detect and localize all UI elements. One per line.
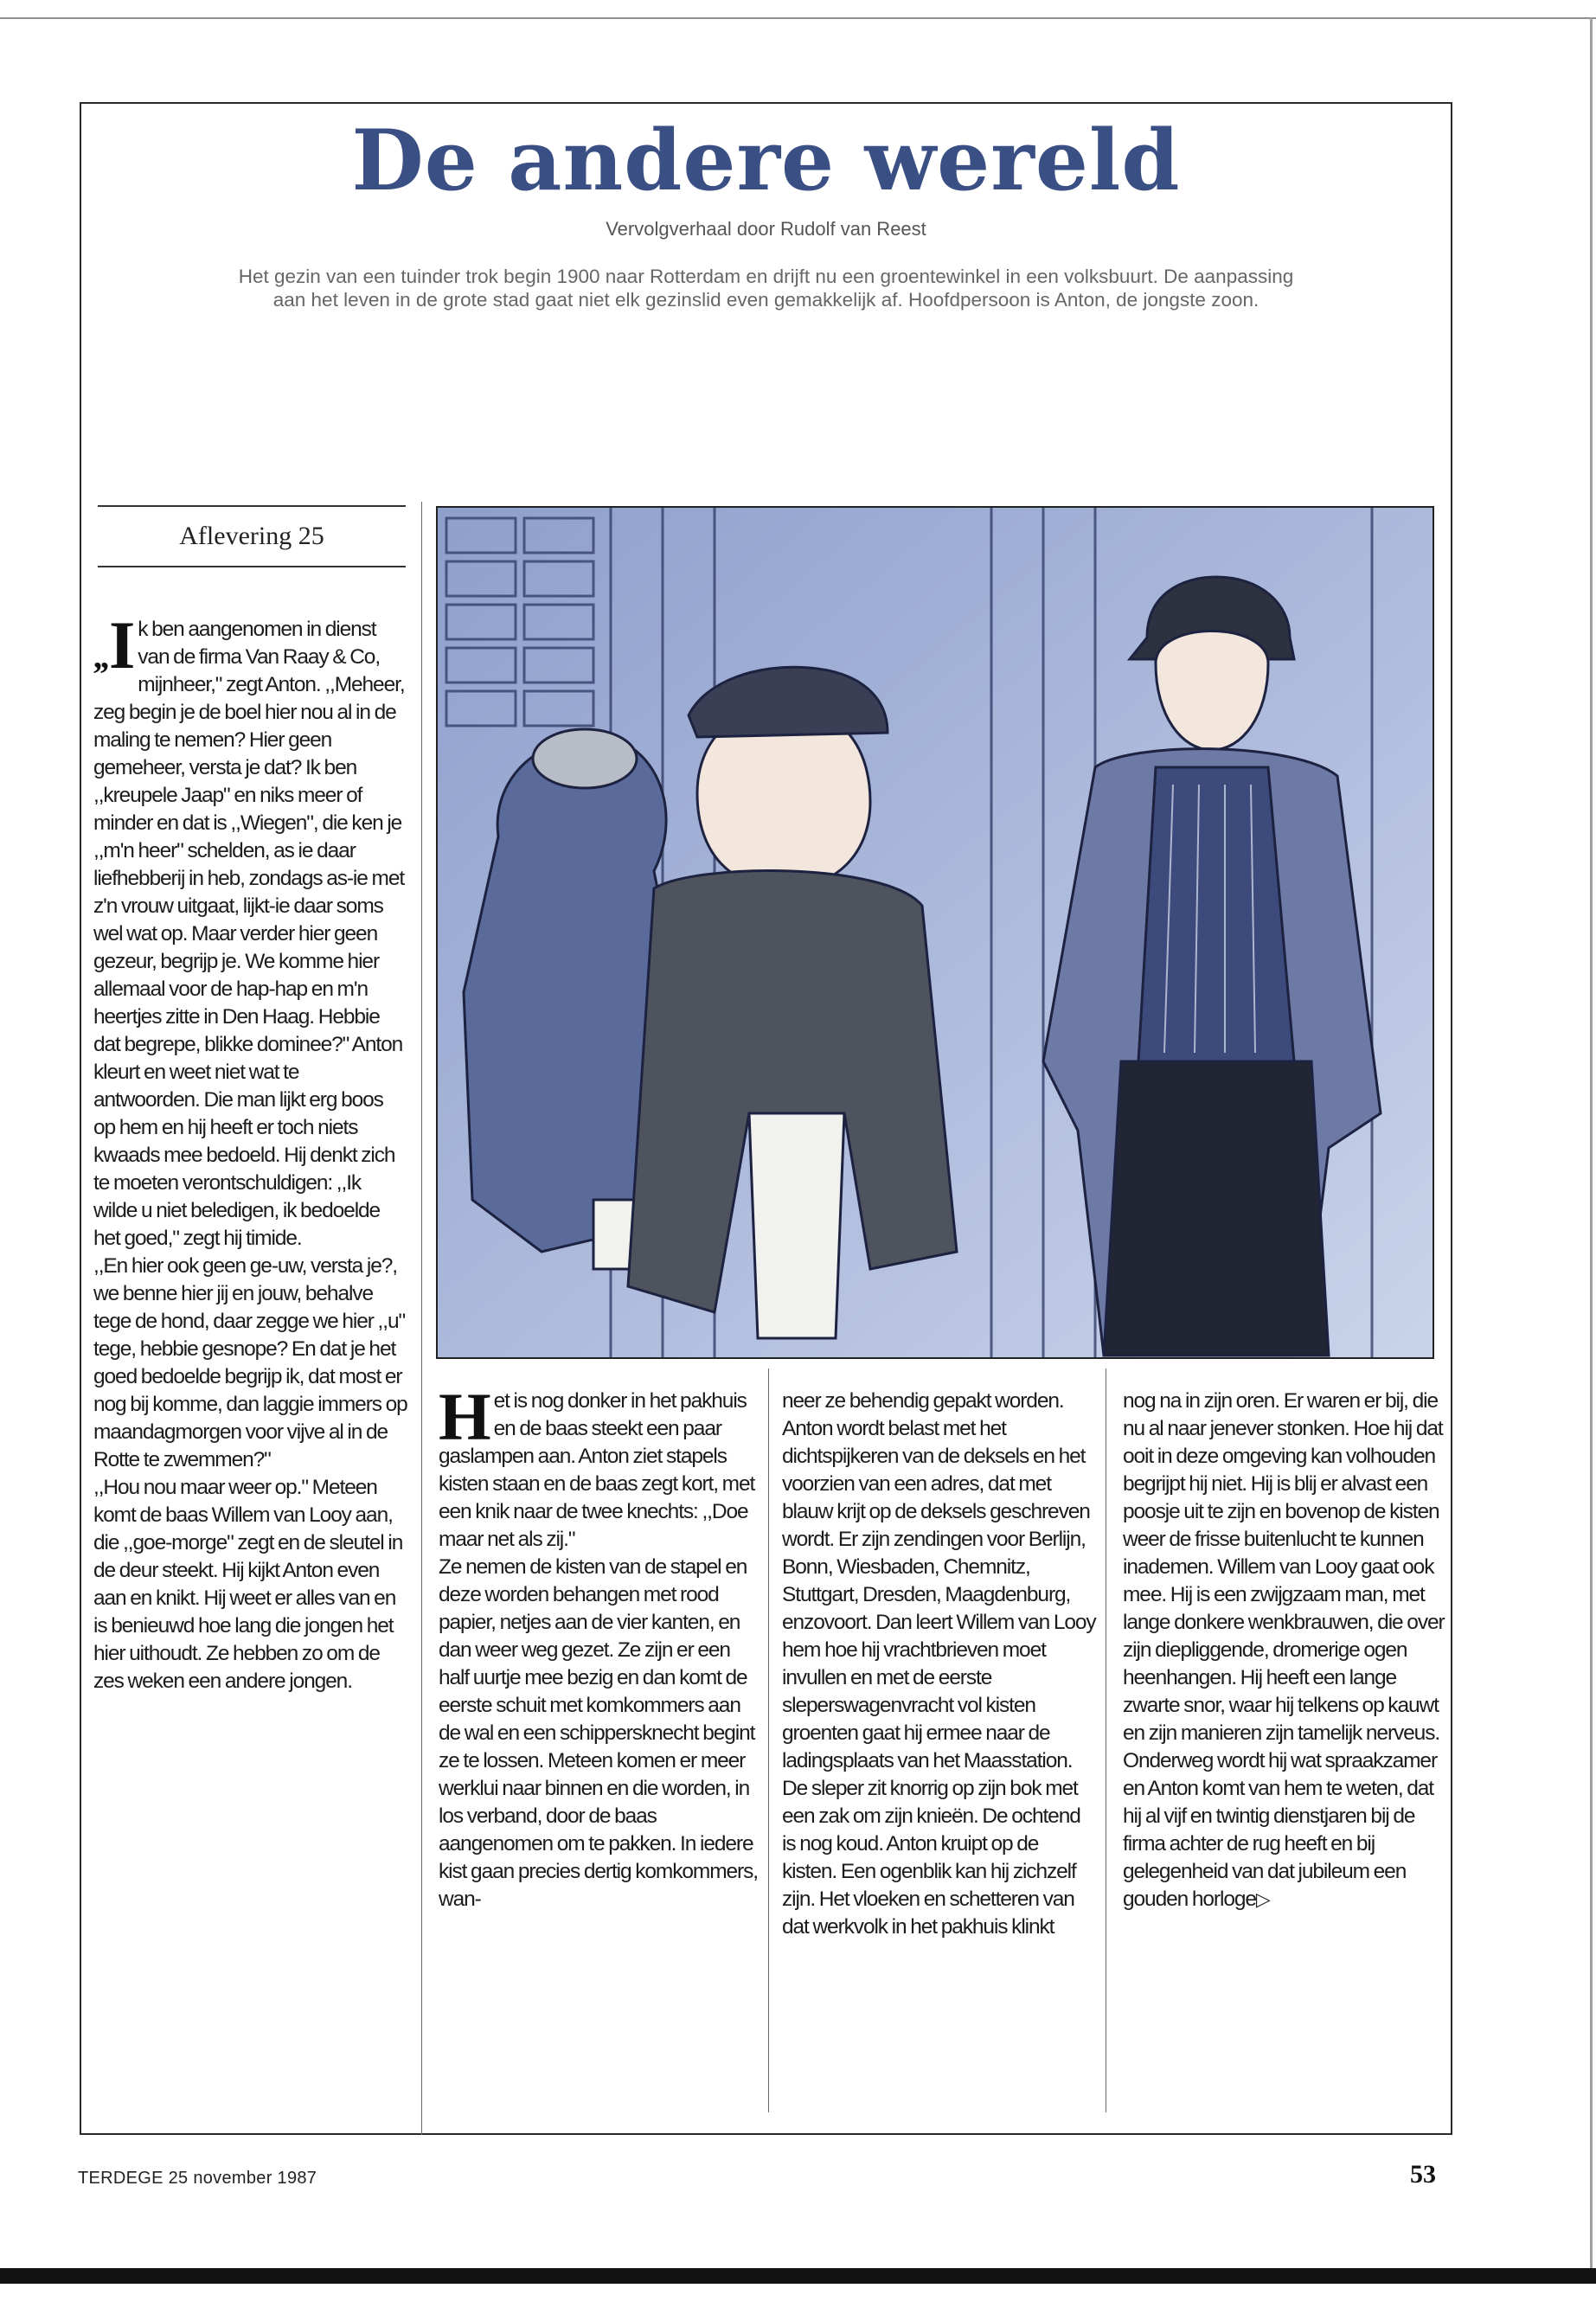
illustration-drawing bbox=[438, 508, 1433, 1357]
article-column-3 bbox=[782, 1388, 1097, 1941]
column-1-paragraph-3: ,,Hou nou maar weer op." Meteen komt de baas Willem van Looy aan, die ,,goe-morge" zegt en de sleutel in de deur steekt. Hij kijkt Anton even aan en knikt. Hij weet er alles van en is benieuwd hoe lang die jongen het hier uithoudt. Ze hebben zo om de zes weken een andere jongen. bbox=[93, 1476, 403, 1693]
column-2-paragraph-1 bbox=[439, 1379, 759, 1554]
dropcap-2: H bbox=[439, 1379, 490, 1454]
dropcap-1-quote: ,, bbox=[93, 637, 107, 676]
continue-triangle-icon: ▷ bbox=[1255, 1888, 1271, 1910]
story-illustration bbox=[436, 506, 1434, 1359]
column-3-paragraph-1: neer ze behendig gepakt worden. Anton wordt belast met het dichtspijkeren van de deksels en het voorzien van een adres, dat met blauw krijt op de deksels geschreven wordt. Er zijn zendingen voor Berlijn, Bonn, Wiesbaden, Chemnitz, Stuttgart, Dresden, Maagdenburg, enzovoort. Dan leert Willem van Looy hem hoe hij vrachtbrieven moet invullen en met de eerste sleperswagenvracht vol kisten groenten gaat hij ermee naar de ladingsplaats van het Maasstation. De sleper zit knorrig op zijn bok met een zak om zijn knieën. De ochtend is nog koud. Anton kruipt op de kisten. Een ogenblik kan hij zichzelf zijn. Het vloeken en schetteren van dat werkvolk in het pakhuis klinkt bbox=[782, 1389, 1096, 1939]
episode-label: Aflevering 25 bbox=[179, 522, 324, 550]
episode-rule-top bbox=[98, 505, 406, 507]
column-1-paragraph-1 bbox=[93, 607, 408, 1253]
article-column-2 bbox=[439, 1379, 759, 1913]
page-bottom-bar bbox=[0, 2268, 1596, 2284]
column-4-text-1: nog na in zijn oren. Er waren er bij, die nu al naar jenever stonken. Hoe hij dat ooit in deze omgeving kan volhouden begrijpt hij niet. Hij is blij er alvast een poosje uit te zijn en bovenop de kisten weer de frisse buitenlucht te kunnen inademen. Willem van Looy gaat ook mee. Hij is een zwijgzaam man, met lange donkere wenkbrauwen, die over zijn diepliggende, dromerige ogen heenhangen. Hij heeft een lange zwarte snor, waar hij telkens op kauwt en zijn manieren zijn tamelijk nerveus. Onderweg wordt hij wat spraakzamer en Anton komt van hem te weten, dat hij al vijf en twintig dienstjaren bij de firma achter de rug heeft en bij gelegenheid van dat jubileum een gouden horloge bbox=[1123, 1389, 1445, 1911]
column-1-text-1: k ben aangenomen in dienst van de firma Van Raay & Co, mijnheer," zegt Anton. ,,Meheer, zeg begin je de boel hier nou al in de maling te nemen? Hier geen gemeheer, versta je dat? Ik ben ,,kreupele Jaap" en niks meer of minder en dat is ,,Wiegen", die ken je ,,m'n heer" schelden, as ie daar liefhebberij in heb, zondags as-ie met z'n vrouw uitgaat, lijkt-ie daar soms wel wat op. Maar verder hier geen gezeur, begrijp je. We komme hier allemaal voor de hap-hap en m'n heertjes zitte in Den Haag. Hebbie dat begrepe, blikke dominee?" Anton kleurt en weet niet wat te antwoorden. Die man lijkt erg boos op hem en hij heeft er toch niets kwaads mee bedoeld. Hij denkt zich te moeten verontschuldigen: ,,Ik wilde u niet beledigen, ik bedoelde het goed," zegt hij timide. bbox=[93, 618, 405, 1250]
footer-publication: TERDEGE 25 november 1987 bbox=[78, 2169, 317, 2188]
dropcap-1-letter: I bbox=[109, 607, 135, 683]
column-4-paragraph-1 bbox=[1123, 1388, 1452, 1913]
page-top-rule bbox=[0, 17, 1596, 19]
column-1-paragraph-2: ,,En hier ook geen ge-uw, versta je?, we benne hier jij en jouw, behalve tege de hond, daar zegge we hier ,,u" tege, hebbie gesnope? En dat je het goed bedoelde begrijp ik, dat most er nog bij komme, dan laggie immers op maandagmorgen voor vijve al in de Rotte te zwemmen?" bbox=[93, 1254, 407, 1471]
page-number: 53 bbox=[1410, 2160, 1436, 2189]
article-byline: Vervolgverhaal door Rudolf van Reest bbox=[606, 218, 926, 240]
column-2-text-1: et is nog donker in het pakhuis en de baas steekt een paar gaslampen aan. Anton ziet stapels kisten staan en de baas zegt kort, met een knik naar de twee knechts: ,,Doe maar net als zij." bbox=[439, 1389, 755, 1551]
column-2-paragraph-2: Ze nemen de kisten van de stapel en deze worden behangen met rood papier, netjes aan de vier kanten, en dan weer weg gezet. Ze zijn er een half uurtje mee bezig en dan komt de eerste schuit met komkommers aan de wal en een schippersknecht begint ze te lossen. Meteen komen er meer werklui naar binnen en die worden, in los verband, door de baas aangenomen om te pakken. In iedere kist gaan precies dertig komkommers, wan- bbox=[439, 1555, 758, 1911]
dropcap-1 bbox=[93, 607, 135, 683]
article-column-1 bbox=[93, 607, 408, 1695]
episode-rule-bottom bbox=[98, 566, 406, 567]
article-column-4 bbox=[1123, 1388, 1452, 1913]
article-intro: Het gezin van een tuinder trok begin 1900 naar Rotterdam en drijft nu een groentewinkel in een volksbuurt. De aanpassing aan het leven in de grote stad gaat niet elk gezinslid even gemakkelijk af. Hoofdpersoon is Anton, de jongste zoon. bbox=[238, 266, 1294, 311]
page-right-edge bbox=[1590, 17, 1593, 2275]
column-separator-2 bbox=[768, 1368, 769, 2112]
article-title: De andere wereld bbox=[351, 112, 1181, 209]
column-separator-1 bbox=[421, 502, 422, 2135]
